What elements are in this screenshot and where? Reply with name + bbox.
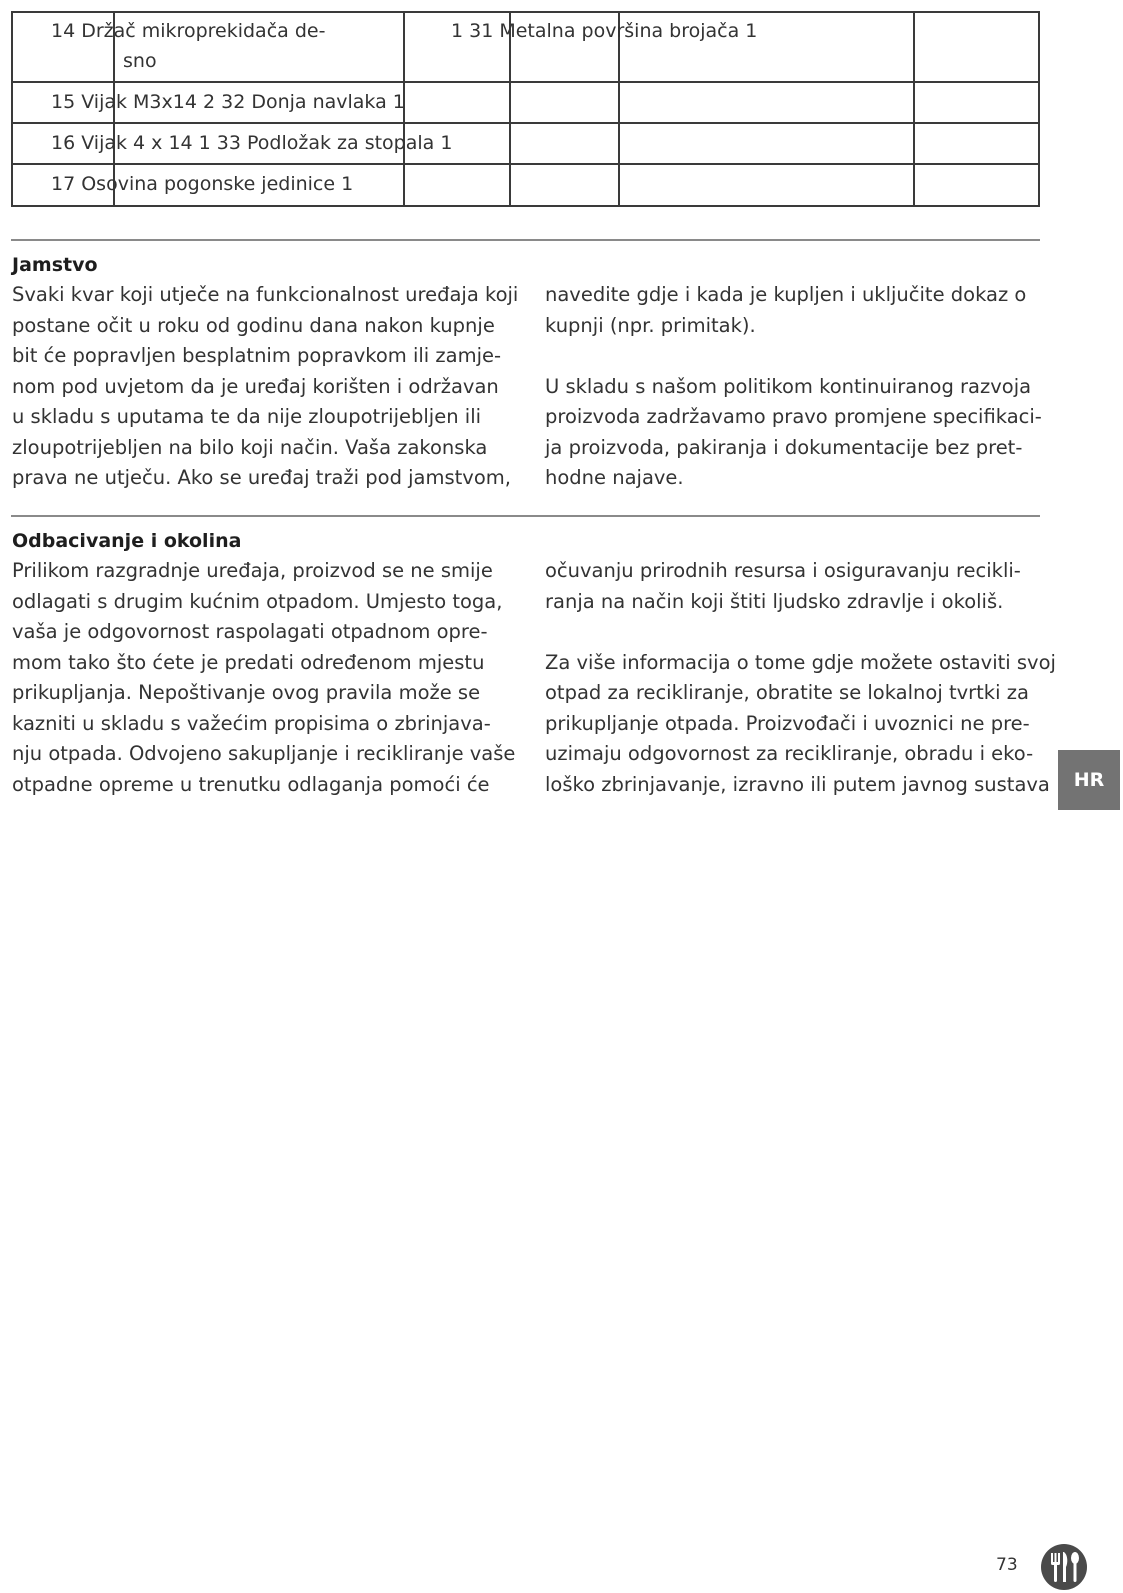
text-line: prikupljanje otpada. Proizvođači i uvoznici ne pre- <box>545 711 1030 735</box>
table-row <box>51 16 325 46</box>
fork-knife-spoon-icon <box>1040 1543 1088 1591</box>
text-line: kupnji (npr. primitak). <box>545 313 756 337</box>
table-row-divider <box>13 163 1038 165</box>
warranty-right-column <box>545 280 1042 494</box>
text-line: očuvanju prirodnih resursa i osiguravanju recikli- <box>545 559 1021 582</box>
disposal-right-column <box>545 556 1056 800</box>
text-line: nju otpada. Odvojeno sakupljanje i recikliranje vaše <box>12 742 516 765</box>
text-line: otpad za recikliranje, obratite se lokalnoj tvrtki za <box>545 681 1029 704</box>
table-row-divider <box>13 81 1038 83</box>
text-line: kazniti u skladu s važećim propisima o zbrinjava- <box>12 711 491 735</box>
text-line: Prilikom razgradnje uređaja, proizvod se ne smije <box>12 559 493 582</box>
text-line: navedite gdje i kada je kupljen i uključite dokaz o <box>545 283 1027 306</box>
text-line: otpadne opreme u trenutku odlaganja pomoći će <box>12 772 490 796</box>
disposal-heading: Odbacivanje i okolina <box>12 530 242 552</box>
text-line: zloupotrijebljen na bilo koji način. Vaša zakonska <box>12 435 488 459</box>
text-line: bit će popravljen besplatnim popravkom ili zamje- <box>12 344 502 367</box>
table-cell: 14 Držač mikroprekidača de- <box>51 20 326 42</box>
text-line: Za više informacija o tome gdje možete ostaviti svoj <box>545 650 1056 674</box>
text-line: u skladu s uputama te da nije zloupotrijebljen ili <box>12 405 482 428</box>
disposal-left-column <box>12 556 516 800</box>
text-line: ja proizvoda, pakiranja i dokumentacije bez pret- <box>545 435 1023 459</box>
warranty-left-column <box>12 280 519 494</box>
text-line: hodne najave. <box>545 466 684 489</box>
table-row-divider <box>13 122 1038 124</box>
section-divider <box>11 515 1040 517</box>
text-line: U skladu s našom politikom kontinuiranog razvoja <box>545 374 1032 398</box>
text-line: postane očit u roku od godinu dana nakon kupnje <box>12 313 495 337</box>
text-line: loško zbrinjavanje, izravno ili putem javnog sustava <box>545 772 1050 796</box>
table-cell: 1 31 Metalna površina brojača 1 <box>451 20 758 42</box>
parts-table <box>11 11 1040 207</box>
table-column-divider <box>913 13 915 205</box>
text-line: ranja na način koji štiti ljudsko zdravlje i okoliš. <box>545 589 1004 613</box>
text-line: uzimaju odgovornost za recikliranje, obradu i eko- <box>545 742 1034 765</box>
text-line: prava ne utječu. Ako se uređaj traži pod jamstvom, <box>12 466 511 489</box>
language-tab: HR <box>1058 750 1120 810</box>
text-line: mom tako što ćete je predati određenom mjestu <box>12 650 485 674</box>
warranty-heading: Jamstvo <box>12 254 98 276</box>
section-divider <box>11 239 1040 241</box>
table-row: 15 Vijak M3x14 2 32 Donja navlaka 1 <box>51 91 405 113</box>
page-number: 73 <box>996 1555 1018 1575</box>
text-line: nom pod uvjetom da je uređaj korišten i održavan <box>12 374 499 398</box>
table-row: 17 Osovina pogonske jedinice 1 <box>51 173 354 195</box>
table-row: 16 Vijak 4 x 14 1 33 Podložak za stopala 1 <box>51 132 453 154</box>
text-line: proizvoda zadržavamo pravo promjene specifikaci- <box>545 405 1042 428</box>
text-line: odlagati s drugim kućnim otpadom. Umjesto toga, <box>12 589 503 613</box>
text-line: Svaki kvar koji utječe na funkcionalnost uređaja koji <box>12 283 519 306</box>
table-cell: sno <box>123 50 157 72</box>
text-line: vaša je odgovornost raspolagati otpadnom opre- <box>12 620 488 643</box>
text-line: prikupljanja. Nepoštivanje ovog pravila može se <box>12 681 481 704</box>
